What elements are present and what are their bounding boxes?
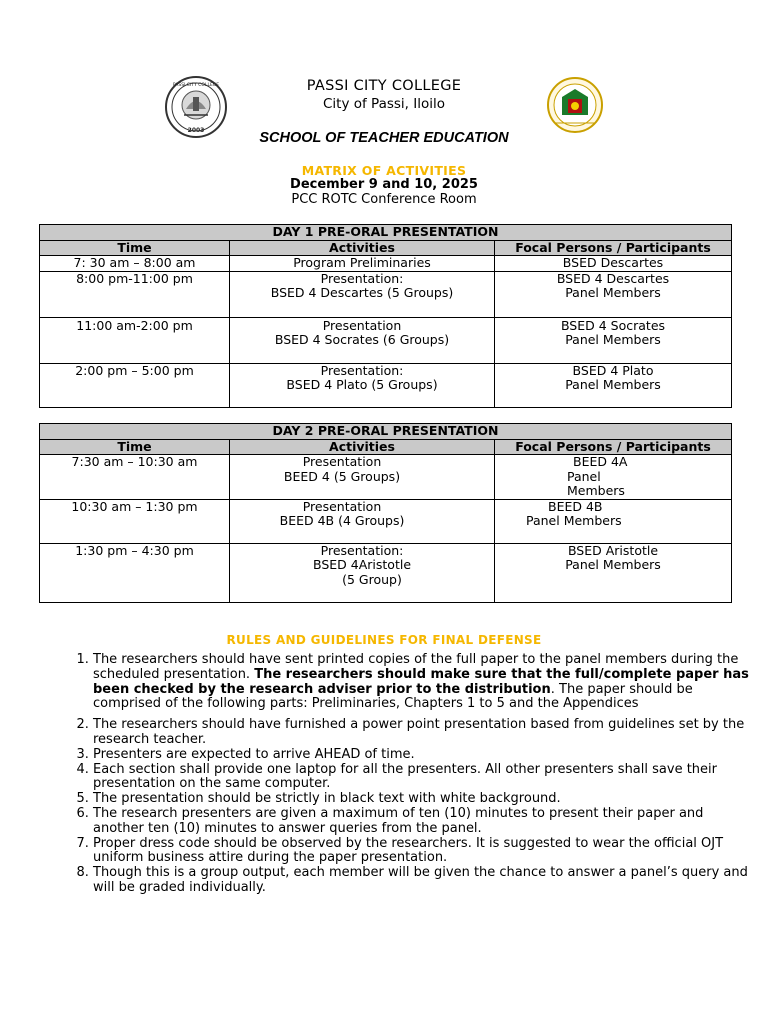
time-cell: 8:00 pm-11:00 pm bbox=[40, 271, 230, 317]
focal-cell bbox=[495, 363, 732, 407]
day2-title: DAY 2 PRE-ORAL PRESENTATION bbox=[40, 424, 732, 440]
activity-line: Presentation bbox=[302, 454, 382, 469]
activity-line: Presentation: bbox=[320, 270, 404, 286]
activity-cell bbox=[230, 363, 495, 407]
focal-line: BSED 4 Socrates bbox=[560, 317, 666, 333]
focal-cell bbox=[495, 543, 732, 602]
list-item: 4. Each section shall provide one laptop for all the presenters. All other presenters shall save their presentation on the same computer. bbox=[93, 763, 753, 793]
focal-line: BSED 4 Descartes bbox=[556, 270, 670, 286]
table-row bbox=[40, 317, 732, 363]
list-item: 5. The presentation should be strictly in black text with white background. bbox=[93, 792, 753, 807]
time-cell: 7: 30 am – 8:00 am bbox=[40, 256, 230, 272]
activity-cell bbox=[230, 256, 495, 272]
list-item: 6. The research presenters are given a maximum of ten (10) minutes to present their paper and another ten (10) minutes to answer queries from the panel. bbox=[93, 807, 753, 837]
focal-cell bbox=[495, 271, 732, 317]
column-header-time: Time bbox=[40, 240, 230, 256]
focal-line: BEED 4A bbox=[573, 454, 628, 469]
rule-text: . The paper should be comprised of the following parts: Preliminaries, Chapters 1 to 5 and the Appendices bbox=[93, 681, 693, 712]
focal-line: Panel Members bbox=[565, 557, 661, 572]
focal-line: Panel bbox=[567, 468, 601, 484]
rules-title: RULES AND GUIDELINES FOR FINAL DEFENSE bbox=[226, 633, 542, 647]
focal-line: Panel Members bbox=[526, 513, 622, 528]
event-dates: December 9 and 10, 2025 bbox=[290, 177, 478, 192]
time-cell: 2:00 pm – 5:00 pm bbox=[40, 363, 230, 407]
list-item: 7. Proper dress code should be observed by the researchers. It is suggested to wear the official OJT uniform business attire during the paper presentation. bbox=[93, 837, 753, 867]
list-item: 8. Though this is a group output, each member will be given the chance to answer a panel’s query and will be graded individually. bbox=[93, 866, 753, 896]
matrix-title: MATRIX OF ACTIVITIES bbox=[301, 163, 467, 178]
focal-line: BEED 4B bbox=[548, 498, 603, 514]
focal-cell bbox=[495, 317, 732, 363]
column-header-activities: Activities bbox=[230, 439, 495, 455]
activity-line: Presentation: bbox=[320, 362, 404, 378]
list-item: 2. The researchers should have furnished a power point presentation based from guidelines set by the research teacher. bbox=[93, 718, 753, 748]
activity-cell bbox=[230, 317, 495, 363]
rules-list bbox=[50, 653, 753, 896]
activity-line: Program Preliminaries bbox=[293, 255, 431, 270]
activity-cell bbox=[230, 543, 495, 602]
table-row bbox=[40, 256, 732, 272]
activity-line: Presentation: bbox=[320, 542, 404, 558]
time-cell: 7:30 am – 10:30 am bbox=[40, 455, 230, 500]
time-cell: 10:30 am – 1:30 pm bbox=[40, 499, 230, 543]
column-header-focal: Focal Persons / Participants bbox=[495, 240, 732, 256]
table-row bbox=[40, 543, 732, 602]
activity-line: (5 Group) bbox=[342, 571, 402, 587]
activity-cell bbox=[230, 271, 495, 317]
svg-text:PASSI CITY COLLEGE: PASSI CITY COLLEGE bbox=[172, 83, 220, 88]
activity-line: BEED 4 (5 Groups) bbox=[283, 468, 401, 484]
column-header-focal: Focal Persons / Participants bbox=[495, 439, 732, 455]
activity-cell bbox=[230, 455, 495, 500]
college-city: City of Passi, Iloilo bbox=[322, 96, 445, 112]
table-row bbox=[40, 455, 732, 500]
activity-line: Presentation bbox=[302, 498, 382, 514]
activity-line: BSED 4 Descartes (5 Groups) bbox=[270, 285, 454, 300]
column-header-time: Time bbox=[40, 439, 230, 455]
college-name: PASSI CITY COLLEGE bbox=[306, 78, 462, 94]
focal-line: BSED Aristotle bbox=[567, 542, 659, 558]
focal-line: Panel Members bbox=[565, 377, 661, 392]
table-row bbox=[40, 499, 732, 543]
focal-line: Panel Members bbox=[565, 285, 661, 300]
time-cell: 11:00 am-2:00 pm bbox=[40, 317, 230, 363]
focal-line: Members bbox=[567, 483, 625, 498]
rule-text: The researchers should have sent printed copies of the full paper to the panel members during the scheduled presentation. bbox=[93, 652, 739, 682]
focal-cell bbox=[495, 455, 732, 500]
svg-text:2003: 2003 bbox=[187, 127, 205, 134]
focal-cell bbox=[495, 256, 732, 272]
focal-line: BSED 4 Plato bbox=[572, 362, 654, 378]
activity-line: BSED 4 Socrates (6 Groups) bbox=[274, 332, 450, 347]
focal-cell bbox=[495, 499, 732, 543]
day2-schedule-table bbox=[39, 423, 732, 603]
activity-cell bbox=[230, 499, 495, 543]
time-cell: 1:30 pm – 4:30 pm bbox=[40, 543, 230, 602]
day1-schedule-table bbox=[39, 224, 732, 408]
activity-line: BSED 4Aristotle bbox=[312, 557, 412, 572]
day1-title: DAY 1 PRE-ORAL PRESENTATION bbox=[40, 225, 732, 241]
activity-line: BSED 4 Plato (5 Groups) bbox=[286, 377, 438, 392]
list-item bbox=[93, 653, 753, 712]
document-header bbox=[0, 0, 768, 150]
focal-line: BSED Descartes bbox=[562, 255, 664, 270]
activity-line: BEED 4B (4 Groups) bbox=[279, 513, 405, 528]
column-header-activities: Activities bbox=[230, 240, 495, 256]
focal-line: Panel Members bbox=[565, 332, 661, 347]
table-row bbox=[40, 271, 732, 317]
event-venue: PCC ROTC Conference Room bbox=[291, 192, 477, 207]
school-name: SCHOOL OF TEACHER EDUCATION bbox=[259, 130, 509, 146]
activity-line: Presentation bbox=[322, 317, 402, 333]
list-item: 3. Presenters are expected to arrive AHEAD of time. bbox=[93, 748, 753, 763]
teacher-education-logo bbox=[544, 75, 606, 135]
table-row bbox=[40, 363, 732, 407]
rule-emphasis: The researchers should make sure that the full/complete paper has been checked by the research adviser prior to the distribution bbox=[93, 666, 749, 697]
